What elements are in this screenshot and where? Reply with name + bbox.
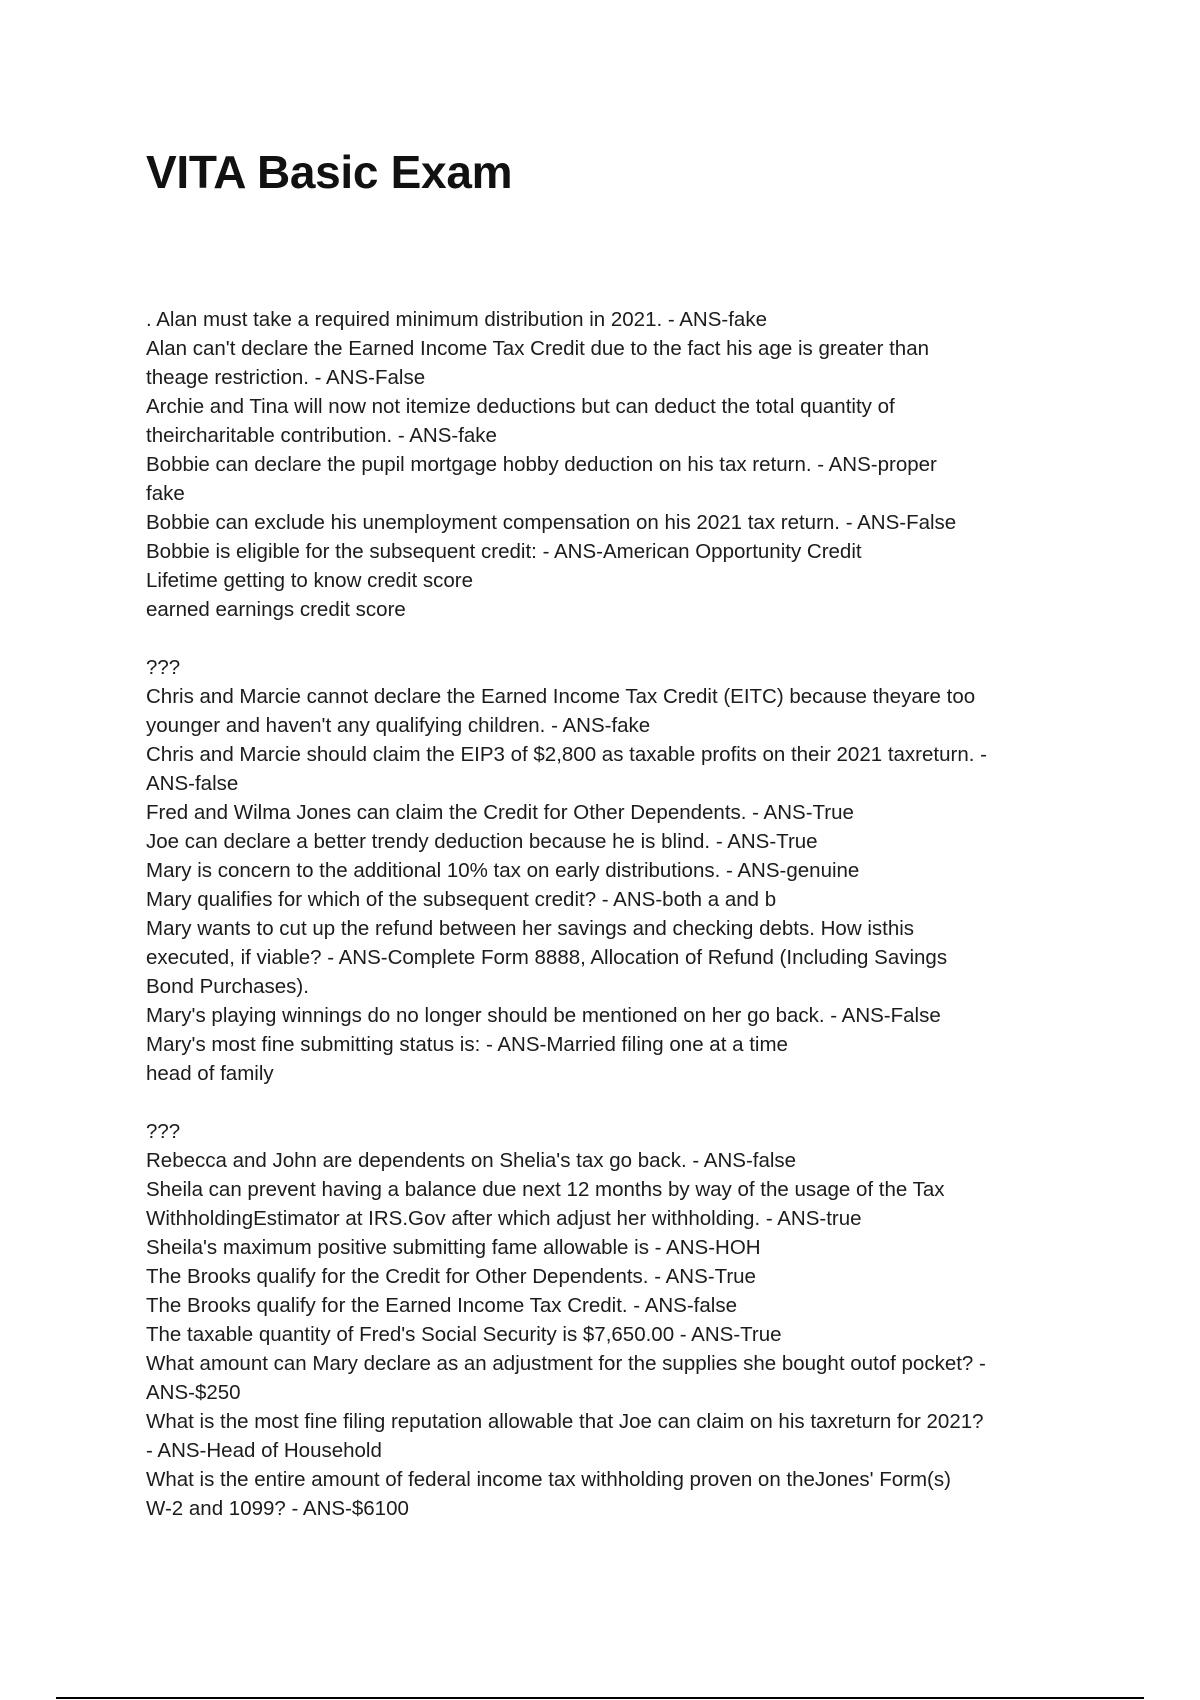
exam-line: Mary wants to cut up the refund between her savings and checking debts. How isthis (146, 917, 915, 940)
exam-line: Rebecca and John are dependents on Shelia's tax go back. - ANS-false (146, 1149, 797, 1172)
page-title: VITA Basic Exam (146, 146, 513, 198)
exam-line: theage restriction. - ANS-False (146, 366, 426, 389)
exam-line: Bobbie is eligible for the subsequent credit: - ANS-American Opportunity Credit (146, 540, 862, 563)
exam-line: Bond Purchases). (146, 975, 309, 998)
exam-line: What amount can Mary declare as an adjustment for the supplies she bought outof pocket? - (146, 1352, 986, 1375)
exam-line: ANS-$250 (146, 1381, 241, 1404)
exam-line: Mary's most fine submitting status is: - ANS-Married filing one at a time (146, 1033, 788, 1056)
footer-rule (56, 1697, 1144, 1699)
exam-line: . Alan must take a required minimum distribution in 2021. - ANS-fake (146, 308, 767, 331)
exam-line: The Brooks qualify for the Credit for Other Dependents. - ANS-True (146, 1265, 756, 1288)
exam-line: Mary qualifies for which of the subsequent credit? - ANS-both a and b (146, 888, 777, 911)
exam-line: ??? (146, 1120, 181, 1143)
exam-content (146, 305, 1076, 1523)
blank-line (146, 624, 1076, 653)
exam-line: Lifetime getting to know credit score (146, 569, 474, 592)
exam-line: The taxable quantity of Fred's Social Security is $7,650.00 - ANS-True (146, 1323, 782, 1346)
exam-line: Alan can't declare the Earned Income Tax Credit due to the fact his age is greater than (146, 337, 930, 360)
exam-line: ??? (146, 656, 181, 679)
exam-line: ANS-false (146, 772, 239, 795)
exam-line: theircharitable contribution. - ANS-fake (146, 424, 497, 447)
exam-line: Bobbie can declare the pupil mortgage hobby deduction on his tax return. - ANS-proper (146, 453, 937, 476)
exam-line: head of family (146, 1062, 274, 1085)
exam-line: WithholdingEstimator at IRS.Gov after which adjust her withholding. - ANS-true (146, 1207, 862, 1230)
exam-line: W-2 and 1099? - ANS-$6100 (146, 1497, 409, 1520)
exam-line: Chris and Marcie cannot declare the Earned Income Tax Credit (EITC) because theyare too (146, 685, 976, 708)
exam-line: Bobbie can exclude his unemployment compensation on his 2021 tax return. - ANS-False (146, 511, 957, 534)
exam-line: The Brooks qualify for the Earned Income Tax Credit. - ANS-false (146, 1294, 737, 1317)
exam-line: Chris and Marcie should claim the EIP3 of $2,800 as taxable profits on their 2021 taxreturn. - (146, 743, 987, 766)
blank-line (146, 1088, 1076, 1117)
exam-line: Joe can declare a better trendy deduction because he is blind. - ANS-True (146, 830, 818, 853)
exam-line: executed, if viable? - ANS-Complete Form 8888, Allocation of Refund (Including Savings (146, 946, 948, 969)
exam-line: younger and haven't any qualifying children. - ANS-fake (146, 714, 651, 737)
exam-line: fake (146, 482, 185, 505)
exam-line: Mary is concern to the additional 10% tax on early distributions. - ANS-genuine (146, 859, 860, 882)
exam-line: Mary's playing winnings do no longer should be mentioned on her go back. - ANS-False (146, 1004, 941, 1027)
exam-line: earned earnings credit score (146, 598, 406, 621)
exam-line: What is the entire amount of federal income tax withholding proven on theJones' Form(s) (146, 1468, 951, 1491)
exam-line: Sheila can prevent having a balance due next 12 months by way of the usage of the Tax (146, 1178, 945, 1201)
exam-line: What is the most fine filing reputation allowable that Joe can claim on his taxreturn for 2021? (146, 1410, 984, 1433)
exam-line: - ANS-Head of Household (146, 1439, 382, 1462)
exam-line: Archie and Tina will now not itemize deductions but can deduct the total quantity of (146, 395, 895, 418)
exam-line: Sheila's maximum positive submitting fame allowable is - ANS-HOH (146, 1236, 761, 1259)
exam-line: Fred and Wilma Jones can claim the Credit for Other Dependents. - ANS-True (146, 801, 854, 824)
